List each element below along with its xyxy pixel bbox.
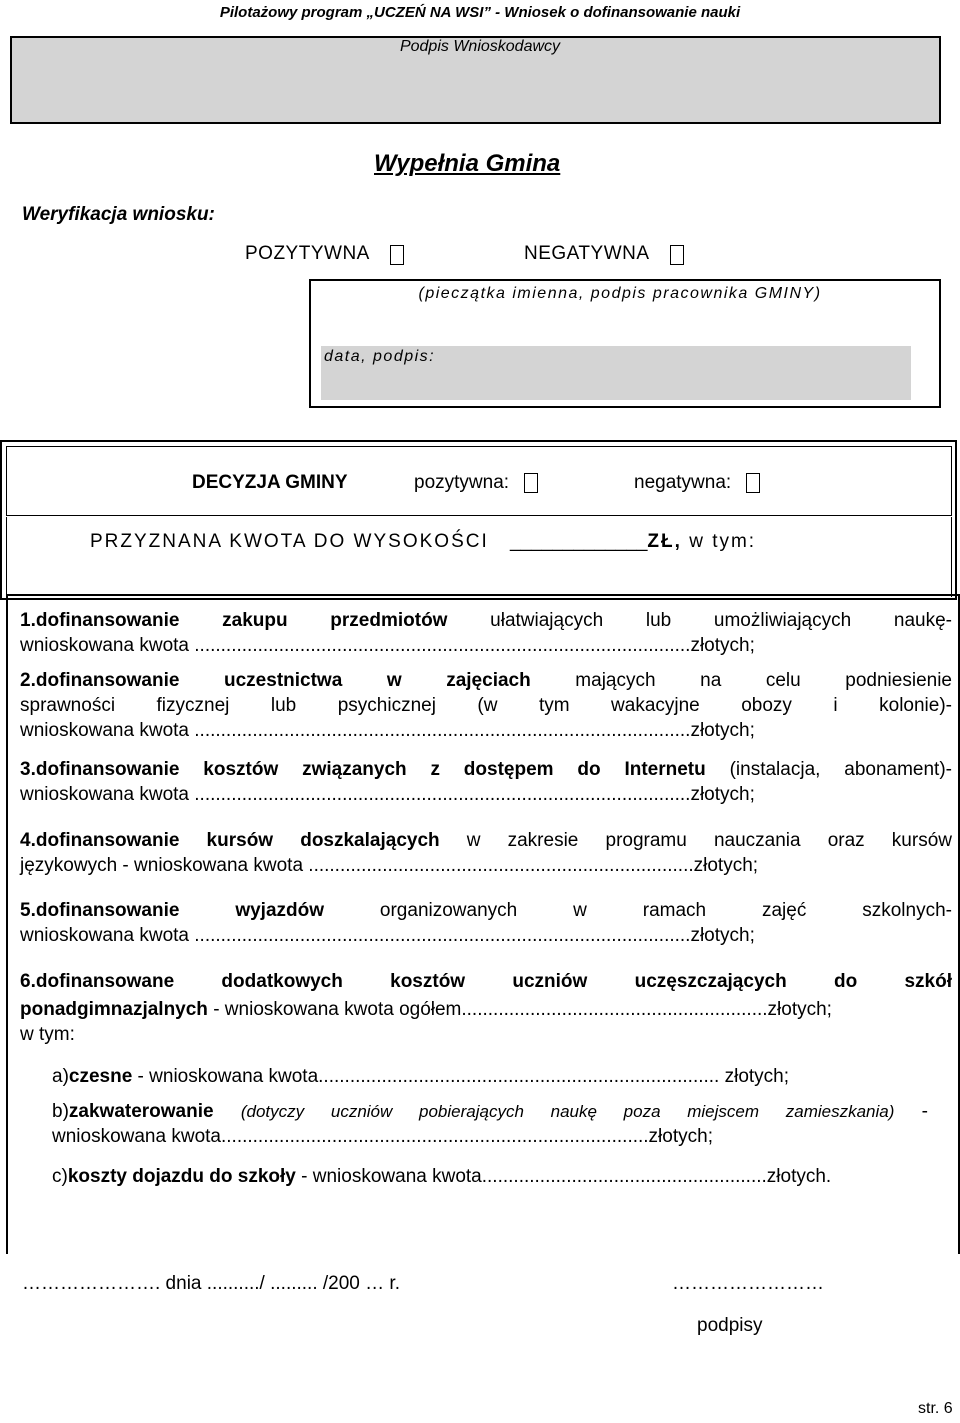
item-5-number: 5.: [20, 900, 36, 921]
gmina-section-title: Wypełnia Gmina: [374, 150, 561, 177]
sub-item-b-prefix: b): [52, 1101, 69, 1122]
applicant-signature-label: Podpis Wnioskodawcy: [399, 38, 561, 55]
item-6-amount-line[interactable]: - wnioskowana kwota ogółem..........................................................złotych;: [207, 999, 832, 1020]
list-item-2: [20, 668, 952, 743]
item-6-number: 6.: [20, 971, 36, 992]
granted-amount-label: PRZYZNANA KWOTA DO WYSOKOŚCI: [90, 531, 489, 552]
signatures-line[interactable]: ……………………: [672, 1273, 824, 1294]
decision-negative-label: negatywna:: [634, 472, 732, 493]
item-6-title: dofinansowane dodatkowych kosztów uczniów uczęszczających do szkół: [35, 971, 952, 992]
item-5-desc: organizowanych w ramach zajęć szkolnych-: [324, 900, 952, 921]
item-6-title-line2: ponadgimnazjalnych: [20, 999, 208, 1020]
stamp-instructions: (pieczątka imienna, podpis pracownika GMINY): [418, 285, 822, 302]
verification-negative-label: NEGATYWNA: [524, 243, 650, 264]
item-3-number: 3.: [20, 759, 36, 780]
item-2-amount-line[interactable]: wnioskowana kwota ..............................................................................................złotych;: [20, 720, 755, 741]
signatures-label: podpisy: [697, 1315, 763, 1336]
item-1-title: dofinansowanie zakupu przedmiotów: [35, 610, 448, 631]
list-item-3: [20, 757, 952, 807]
list-item-4: [20, 828, 952, 878]
item-3-desc: (instalacja, abonament)-: [705, 759, 952, 780]
item-2-desc: mających na celu podniesienie: [530, 670, 952, 691]
granted-amount-blank[interactable]: _____________: [510, 531, 648, 552]
sub-item-a-prefix: a): [52, 1066, 69, 1087]
verification-positive-option: [245, 243, 404, 265]
sub-item-c: [52, 1164, 928, 1189]
sub-item-b-dash: -: [894, 1101, 928, 1122]
list-item-6: [20, 969, 952, 1047]
item-5-title: dofinansowanie wyjazdów: [35, 900, 325, 921]
sub-item-b: [52, 1099, 928, 1149]
sub-item-a-title: czesne: [68, 1066, 133, 1087]
item-4-title: dofinansowanie kursów doszkalających: [35, 830, 440, 851]
sub-item-b-note: (dotyczy uczniów pobierających naukę poza miejscem zamieszkania): [240, 1102, 895, 1121]
item-1-amount-line[interactable]: wnioskowana kwota ..............................................................................................złotych;: [20, 635, 755, 656]
sub-item-c-prefix: c): [52, 1166, 68, 1187]
verification-negative-option: [524, 243, 684, 265]
document-header: Pilotażowy program „UCZEŃ NA WSI” - Wniosek o dofinansowanie nauki: [219, 4, 741, 21]
item-4-amount-line[interactable]: językowych - wnioskowana kwota .........................................................................złotych;: [20, 855, 759, 876]
decision-amount-cell: [6, 517, 952, 597]
verification-positive-label: POZYTYWNA: [245, 243, 370, 264]
granted-amount-line: [90, 531, 756, 553]
item-2-title: dofinansowanie uczestnictwa w zajęciach: [35, 670, 531, 691]
list-item-5: [20, 898, 952, 948]
page-number: str. 6: [918, 1400, 953, 1417]
sub-item-a: [52, 1064, 928, 1089]
sub-item-b-amount-line[interactable]: wnioskowana kwota.................................................................................złotych;: [52, 1126, 713, 1147]
item-4-desc: w zakresie programu nauczania oraz kursów: [439, 830, 952, 851]
item-3-title: dofinansowanie kosztów związanych z dostępem do Internetu: [35, 759, 706, 780]
decision-positive-label: pozytywna:: [414, 472, 510, 493]
verification-positive-checkbox[interactable]: [390, 245, 404, 265]
item-2-desc-line2: sprawności fizycznej lub psychicznej (w tym wakacyjne obozy i kolonie)-: [20, 695, 952, 716]
sub-item-c-title: koszty dojazdu do szkoły: [67, 1166, 296, 1187]
list-item-1: [20, 608, 952, 658]
item-6-in-that: w tym:: [20, 1024, 75, 1045]
in-that-label: w tym:: [689, 531, 757, 552]
item-2-number: 2.: [20, 670, 36, 691]
item-4-number: 4.: [20, 830, 36, 851]
verification-negative-checkbox[interactable]: [670, 245, 684, 265]
item-1-desc: ułatwiających lub umożliwiających naukę-: [447, 610, 952, 631]
sub-item-c-amount-line[interactable]: - wnioskowana kwota......................................................złotych.: [295, 1166, 832, 1187]
decision-positive-checkbox[interactable]: [524, 473, 538, 493]
currency-label: ZŁ,: [647, 531, 682, 552]
item-3-amount-line[interactable]: wnioskowana kwota ..............................................................................................złotych;: [20, 784, 755, 805]
item-1-number: 1.: [20, 610, 36, 631]
item-5-amount-line[interactable]: wnioskowana kwota ..............................................................................................złotych;: [20, 925, 755, 946]
decision-positive-option: [414, 472, 538, 494]
place-date-line[interactable]: …………………. dnia ........../ ......... /200 … r.: [22, 1273, 400, 1294]
verification-label: Weryfikacja wniosku:: [22, 204, 215, 225]
date-signature-label: data, podpis:: [324, 348, 436, 365]
sub-item-b-title: zakwaterowanie: [68, 1101, 214, 1122]
decision-title: DECYZJA GMINY: [192, 472, 348, 493]
decision-negative-checkbox[interactable]: [746, 473, 760, 493]
decision-negative-option: [634, 472, 760, 494]
sub-item-a-amount-line[interactable]: - wnioskowana kwota............................................................................ złotych;: [132, 1066, 790, 1087]
